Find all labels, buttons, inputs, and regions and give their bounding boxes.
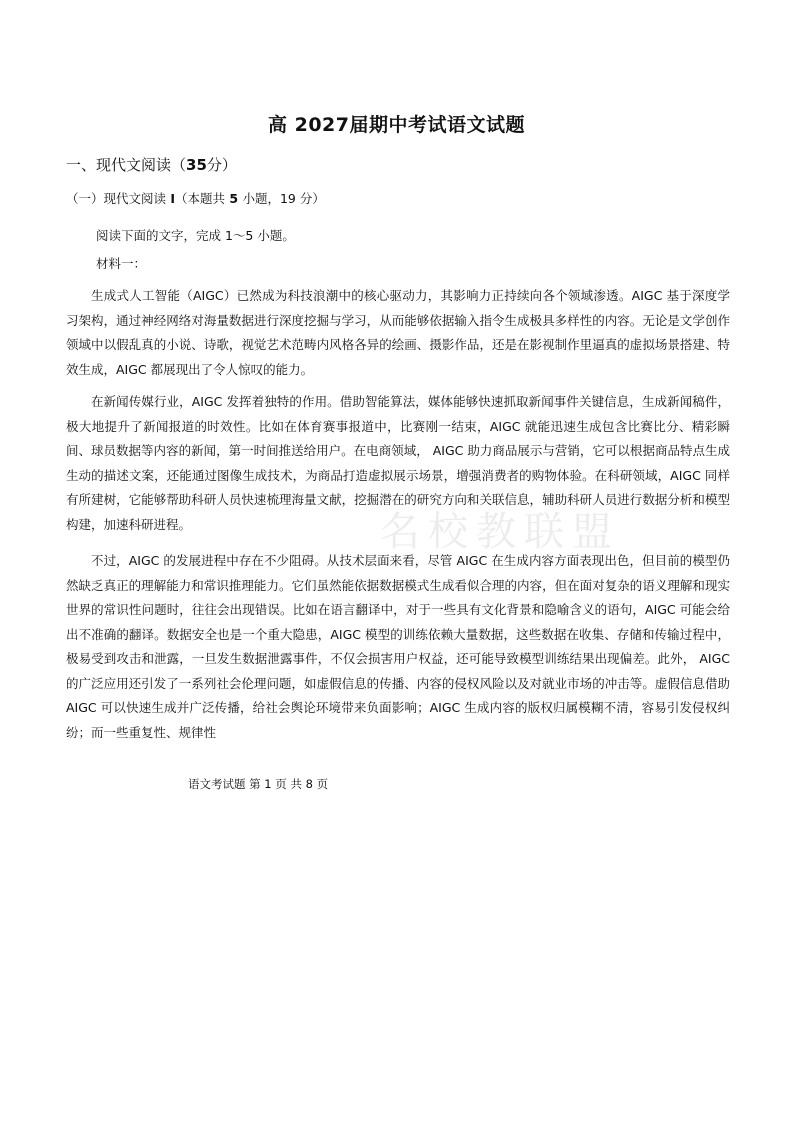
subsection-info-b: 小题，19 分）: [242, 191, 325, 206]
paragraph: 生成式人工智能（AIGC）已然成为科技浪潮中的核心驱动力，其影响力正持续向各个领域渗透。AIGC 基于深度学习架构，通过神经网络对海量数据进行深度挖掘与学习，从而能够依据输入指令生成极具多样性的内容。无论是文学创作领域中以假乱真的小说、诗歌，视觉艺术范畴内风格各异的绘画、摄影作品，还是在影视制作里逼真的虚拟场景搭建、特效生成，AIGC 都展现出了令人惊叹的能力。: [66, 288, 730, 377]
subsection-roman: I: [166, 191, 176, 206]
section-label: 一、现代文阅读（: [66, 156, 187, 174]
paragraph: 在新闻传媒行业，AIGC 发挥着独特的作用。借助智能算法，媒体能够快速抓取新闻事件关键信息，生成新闻稿件，极大地提升了新闻报道的时效性。比如在体育赛事报道中，比赛刚一结束，AIGC 就能迅速生成包含比赛比分、精彩瞬间、球员数据等内容的新闻，第一时间推送给用户。在电商领域， AIGC 助力商品展示与营销，它可以根据商品特点生成生动的描述文案，还能通过图像生成技术，为商品打造虚拟展示场景，增强消费者的购物体验。在科研领域，AIGC 同样有所建树，它能够帮助科研人员快速梳理海量文献，挖掘潜在的研究方向和关联信息，辅助科研人员进行数据分析和模型构建，加速科研进程。: [66, 394, 730, 532]
subsection-prefix: （一）现代文阅读: [66, 191, 167, 206]
page-footer: 语文考试题 第 1 页 共 8 页: [188, 777, 329, 791]
material-label: 材料一：: [96, 256, 147, 271]
section-score: 35: [186, 156, 207, 174]
subsection-info-a: （本题共: [175, 191, 226, 206]
subsection-heading: [66, 189, 325, 207]
section-score-suffix: 分）: [206, 156, 237, 174]
watermark: 名校教联盟: [380, 509, 620, 555]
section-heading: [66, 154, 237, 175]
subsection-count: 5: [225, 191, 243, 206]
instruction-text: 阅读下面的文字，完成 1～5 小题。: [96, 228, 295, 243]
page-title: 高 2027届期中考试语文试题: [268, 114, 525, 136]
paragraph: 不过，AIGC 的发展进程中存在不少阻碍。从技术层面来看，尽管 AIGC 在生成内容方面表现出色，但目前的模型仍然缺乏真正的理解能力和常识推理能力。它们虽然能依据数据模式生成看似合理的内容，但在面对复杂的语义理解和现实世界的常识性问题时，往往会出现错误。比如在语言翻译中，对于一些具有文化背景和隐喻含义的语句，AIGC 可能会给出不准确的翻译。数据安全也是一个重大隐患，AIGC 模型的训练依赖大量数据，这些数据在收集、存储和传输过程中，极易受到攻击和泄露，一旦发生数据泄露事件，不仅会损害用户权益，还可能导致模型训练结果出现偏差。此外， AIGC 的广泛应用还引发了一系列社会伦理问题，如虚假信息的传播、内容的侵权风险以及对就业市场的冲击等。虚假信息借助 AIGC 可以快速生成并广泛传播，给社会舆论环境带来负面影响；AIGC 生成内容的版权归属模糊不清，容易引发侵权纠纷；而一些重复性、规律性: [66, 553, 730, 740]
